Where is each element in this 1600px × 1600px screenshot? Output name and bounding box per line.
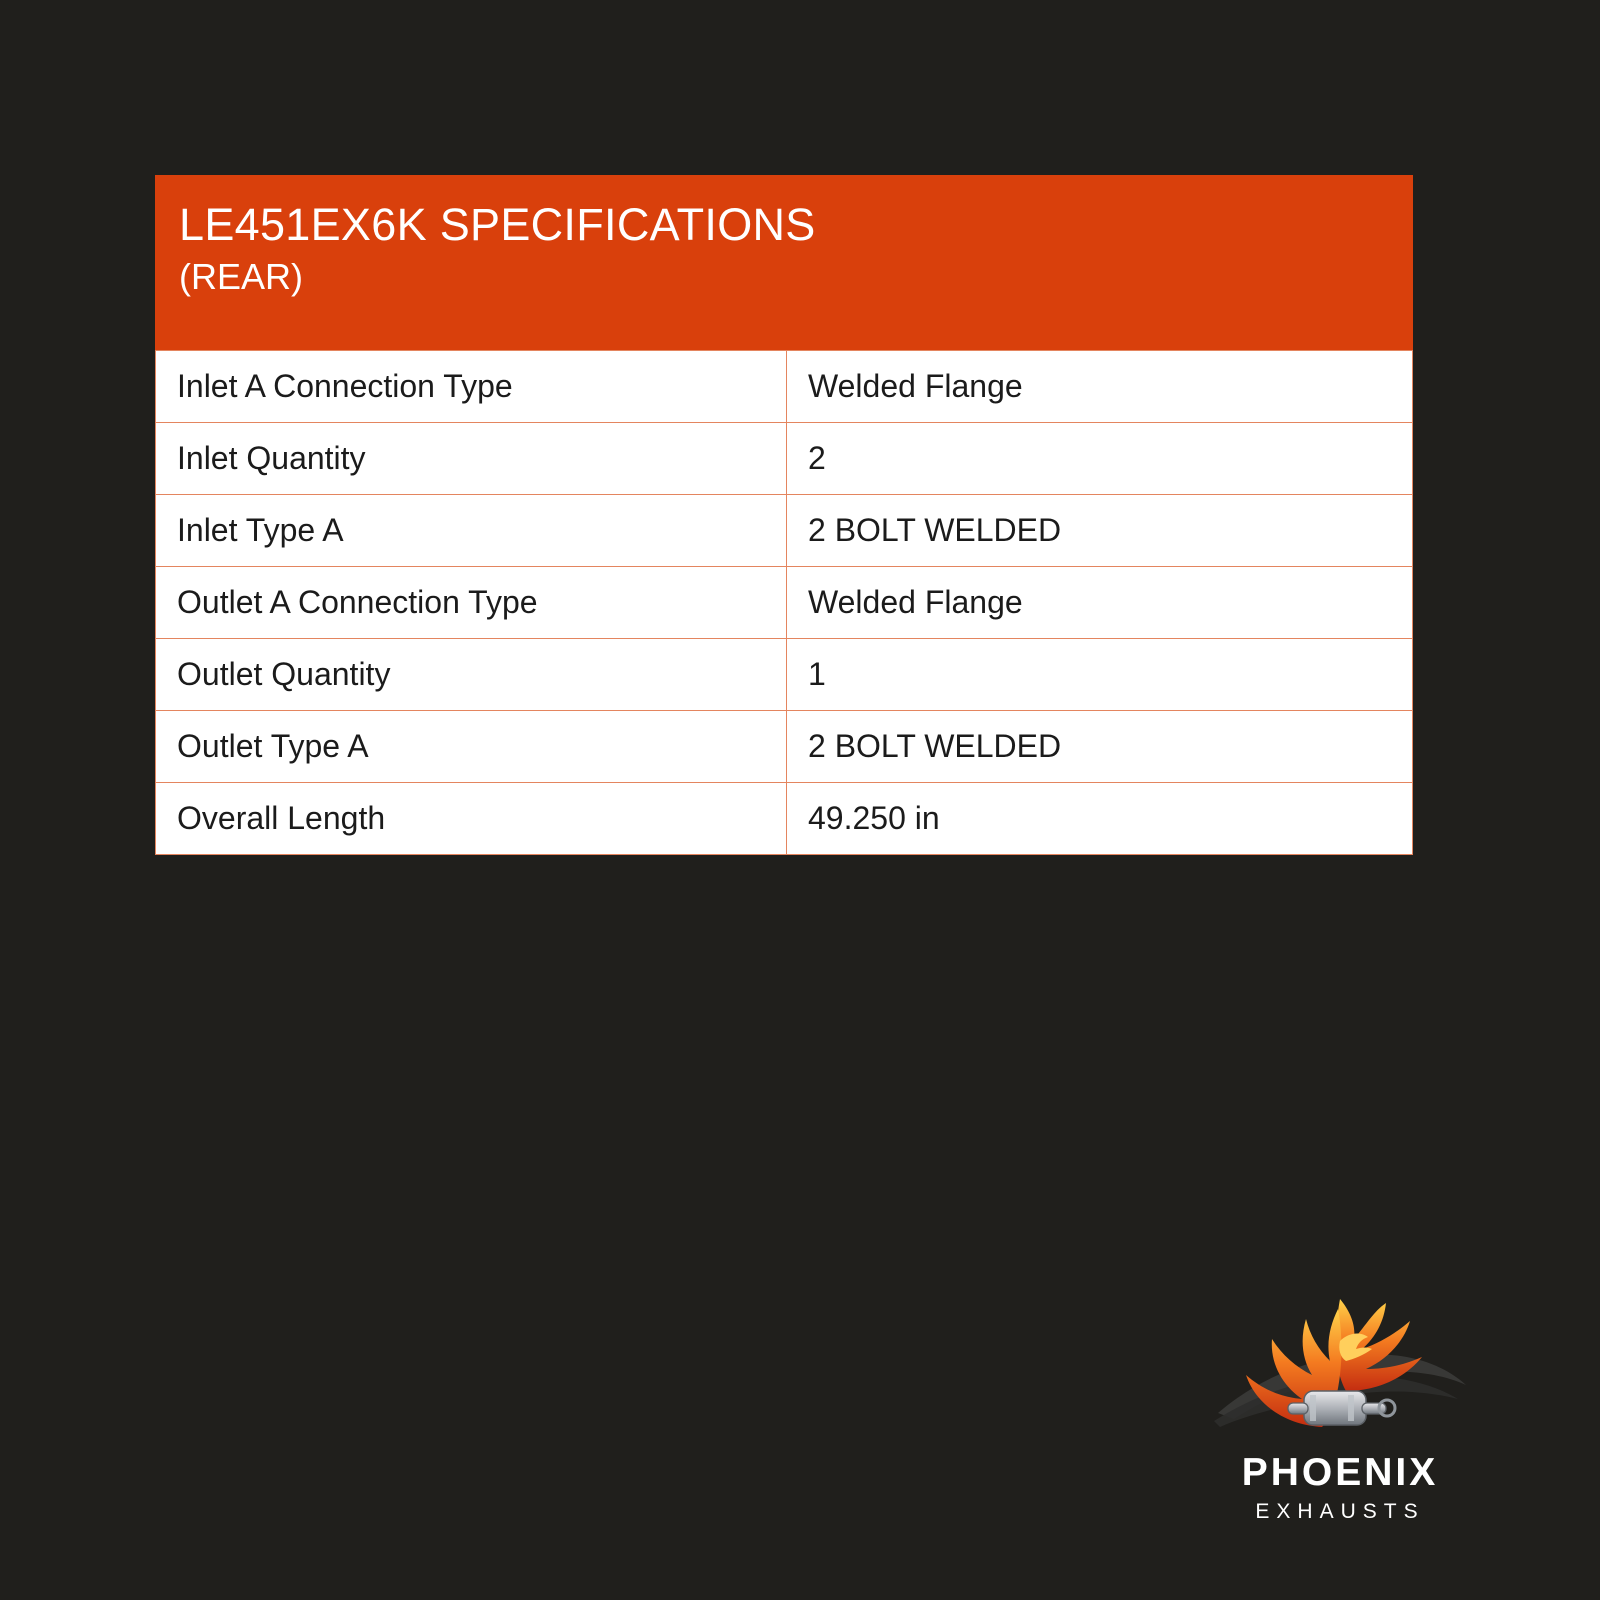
spec-table — [155, 350, 1413, 855]
table-row — [156, 567, 1413, 639]
page-subtitle: (REAR) — [179, 255, 303, 297]
table-row — [156, 783, 1413, 855]
spec-value: 2 BOLT WELDED — [787, 711, 1413, 783]
logo-subword: EXHAUSTS — [1255, 1500, 1425, 1523]
spec-label: Overall Length — [156, 783, 787, 855]
table-row — [156, 711, 1413, 783]
table-row — [156, 639, 1413, 711]
specifications-card — [155, 175, 1413, 855]
spec-label: Outlet Type A — [156, 711, 787, 783]
brand-logo — [1190, 1281, 1490, 1522]
phoenix-bird-icon — [1190, 1281, 1490, 1451]
page-title: LE451EX6K SPECIFICATIONS — [179, 199, 816, 250]
spec-value: 1 — [787, 639, 1413, 711]
spec-value: 2 BOLT WELDED — [787, 495, 1413, 567]
table-row — [156, 351, 1413, 423]
spec-label: Outlet Quantity — [156, 639, 787, 711]
spec-label: Inlet Type A — [156, 495, 787, 567]
spec-value: 2 — [787, 423, 1413, 495]
spec-value: Welded Flange — [787, 351, 1413, 423]
table-row — [156, 423, 1413, 495]
spec-label: Outlet A Connection Type — [156, 567, 787, 639]
spec-label: Inlet Quantity — [156, 423, 787, 495]
spec-label: Inlet A Connection Type — [156, 351, 787, 423]
spec-value: 49.250 in — [787, 783, 1413, 855]
spec-value: Welded Flange — [787, 567, 1413, 639]
table-row — [156, 495, 1413, 567]
logo-wordmark: PHOENIX — [1241, 1451, 1439, 1494]
spec-header — [155, 175, 1413, 350]
